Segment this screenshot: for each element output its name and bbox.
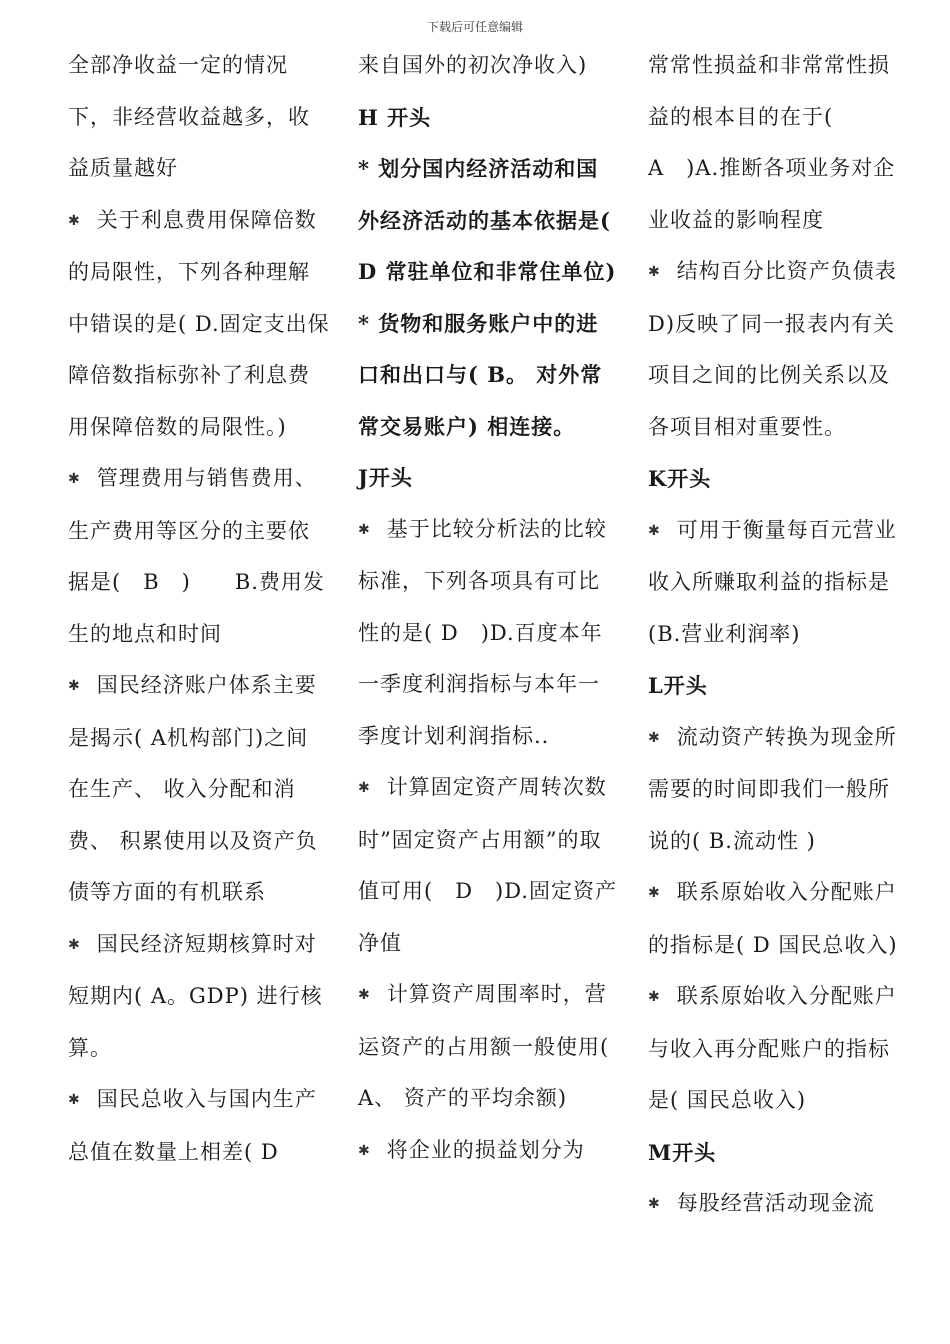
bullet-star-icon: ✱ [358, 780, 371, 796]
paragraph [358, 762, 620, 969]
paragraph-text: 每股经营活动现金流 [676, 1191, 875, 1215]
section-heading [358, 92, 620, 144]
paragraph-text: 可用于衡量每百元营业收入所赚取利益的指标是(B.营业利润率) [648, 517, 897, 646]
paragraph-text: 计算资产周围率时，营运资产的占用额一般使用( A、 资产的平均余额) [358, 982, 610, 1110]
paragraph-text: 关于利息费用保障倍数的局限性，下列各种理解中错误的是( D.固定支出保障倍数指标弥补了利息费用保障倍数的局限性。) [68, 207, 330, 439]
column-3 [648, 40, 910, 1231]
bullet-star-icon: ✱ [358, 521, 371, 538]
section-heading [358, 143, 620, 298]
paragraph [358, 504, 620, 763]
bullet-star-icon: ✱ [68, 936, 81, 953]
section-heading [648, 1127, 910, 1179]
paragraph [648, 712, 910, 868]
paragraph-text: 管理费用与销售费用、生产费用等区分的主要依据是( B ) B.费用发生的地点和时间 [68, 466, 325, 646]
bullet-star-icon: ✱ [358, 1142, 371, 1159]
bullet-star-icon: ✱ [68, 212, 81, 229]
paragraph [68, 660, 330, 919]
page-header: 下载后可任意编辑 [426, 20, 523, 34]
paragraph [68, 453, 330, 660]
section-heading [358, 452, 620, 504]
column-1 [68, 40, 330, 1178]
paragraph [68, 1074, 330, 1178]
column-2 [358, 40, 620, 1177]
paragraph [68, 195, 330, 454]
paragraph [358, 1125, 620, 1178]
bullet-star-icon: ✱ [648, 729, 661, 746]
paragraph-text: 常常性损益和非常常性损益的根本目的在于( A )A.推断各项业务对企业收益的影响程度 [648, 53, 896, 232]
paragraph [648, 867, 910, 971]
section-heading [358, 298, 620, 453]
paragraph-text: J开头 [358, 465, 413, 490]
bullet-star-icon: ✱ [358, 987, 371, 1003]
paragraph-text: * 划分国内经济活动和国外经济活动的基本依据是( D 常驻单位和非常住单位) [358, 156, 617, 284]
paragraph [648, 505, 910, 661]
paragraph [68, 919, 330, 1075]
paragraph-text: K开头 [648, 466, 712, 491]
bullet-star-icon: ✱ [648, 522, 661, 539]
paragraph-text: 全部净收益一定的情况下，非经营收益越多，收益质量越好 [68, 53, 310, 180]
paragraph [648, 1178, 910, 1231]
section-heading [648, 660, 910, 712]
paragraph-text: 结构百分比资产负债表D)反映了同一报表内有关项目之间的比例关系以及各项目相对重要性。 [648, 259, 897, 439]
section-heading [648, 453, 910, 505]
paragraph-text: 联系原始收入分配账户与收入再分配账户的指标是( 国民总收入) [648, 984, 897, 1112]
paragraph-text: 国民总收入与国内生产总值在数量上相差( D [68, 1087, 317, 1164]
paragraph [648, 40, 910, 246]
paragraph-text: 来自国外的初次净收入) [358, 53, 588, 77]
paragraph-text: L开头 [648, 673, 708, 698]
bullet-star-icon: ✱ [68, 678, 81, 694]
paragraph [648, 971, 910, 1127]
paragraph-text: M开头 [648, 1139, 717, 1165]
paragraph-text: 计算固定资产周转次数时”固定资产占用额”的取值可用( D )D.固定资产净值 [358, 775, 617, 955]
bullet-star-icon: ✱ [648, 885, 661, 901]
bullet-star-icon: ✱ [68, 471, 81, 487]
paragraph-text: * 货物和服务账户中的进口和出口与( B。 对外常常交易账户) 相连接。 [358, 310, 603, 439]
bullet-star-icon: ✱ [648, 989, 661, 1005]
paragraph-text: H 开头 [358, 104, 432, 130]
bullet-star-icon: ✱ [68, 1092, 81, 1108]
bullet-star-icon: ✱ [648, 264, 661, 280]
paragraph [358, 40, 620, 92]
paragraph-text: 联系原始收入分配账户的指标是( D 国民总收入) [648, 880, 898, 957]
paragraph-text: 国民经济账户体系主要是揭示( A机构部门)之间在生产、 收入分配和消费、 积累使用以及资产负债等方面的有机联系 [68, 673, 318, 904]
bullet-star-icon: ✱ [648, 1196, 661, 1212]
paragraph-text: 将企业的损益划分为 [386, 1137, 585, 1162]
paragraph [358, 969, 620, 1125]
paragraph-text: 基于比较分析法的比较标准，下列各项具有可比性的是( D )D.百度本年一季度利润指标与本年一季度计划利润指标.. [358, 516, 607, 748]
paragraph [68, 40, 330, 195]
paragraph-text: 国民经济短期核算时对短期内( A。GDP) 进行核算。 [68, 931, 323, 1060]
paragraph-text: 流动资产转换为现金所需要的时间即我们一般所说的( B.流动性 ) [648, 724, 897, 853]
paragraph [648, 246, 910, 453]
